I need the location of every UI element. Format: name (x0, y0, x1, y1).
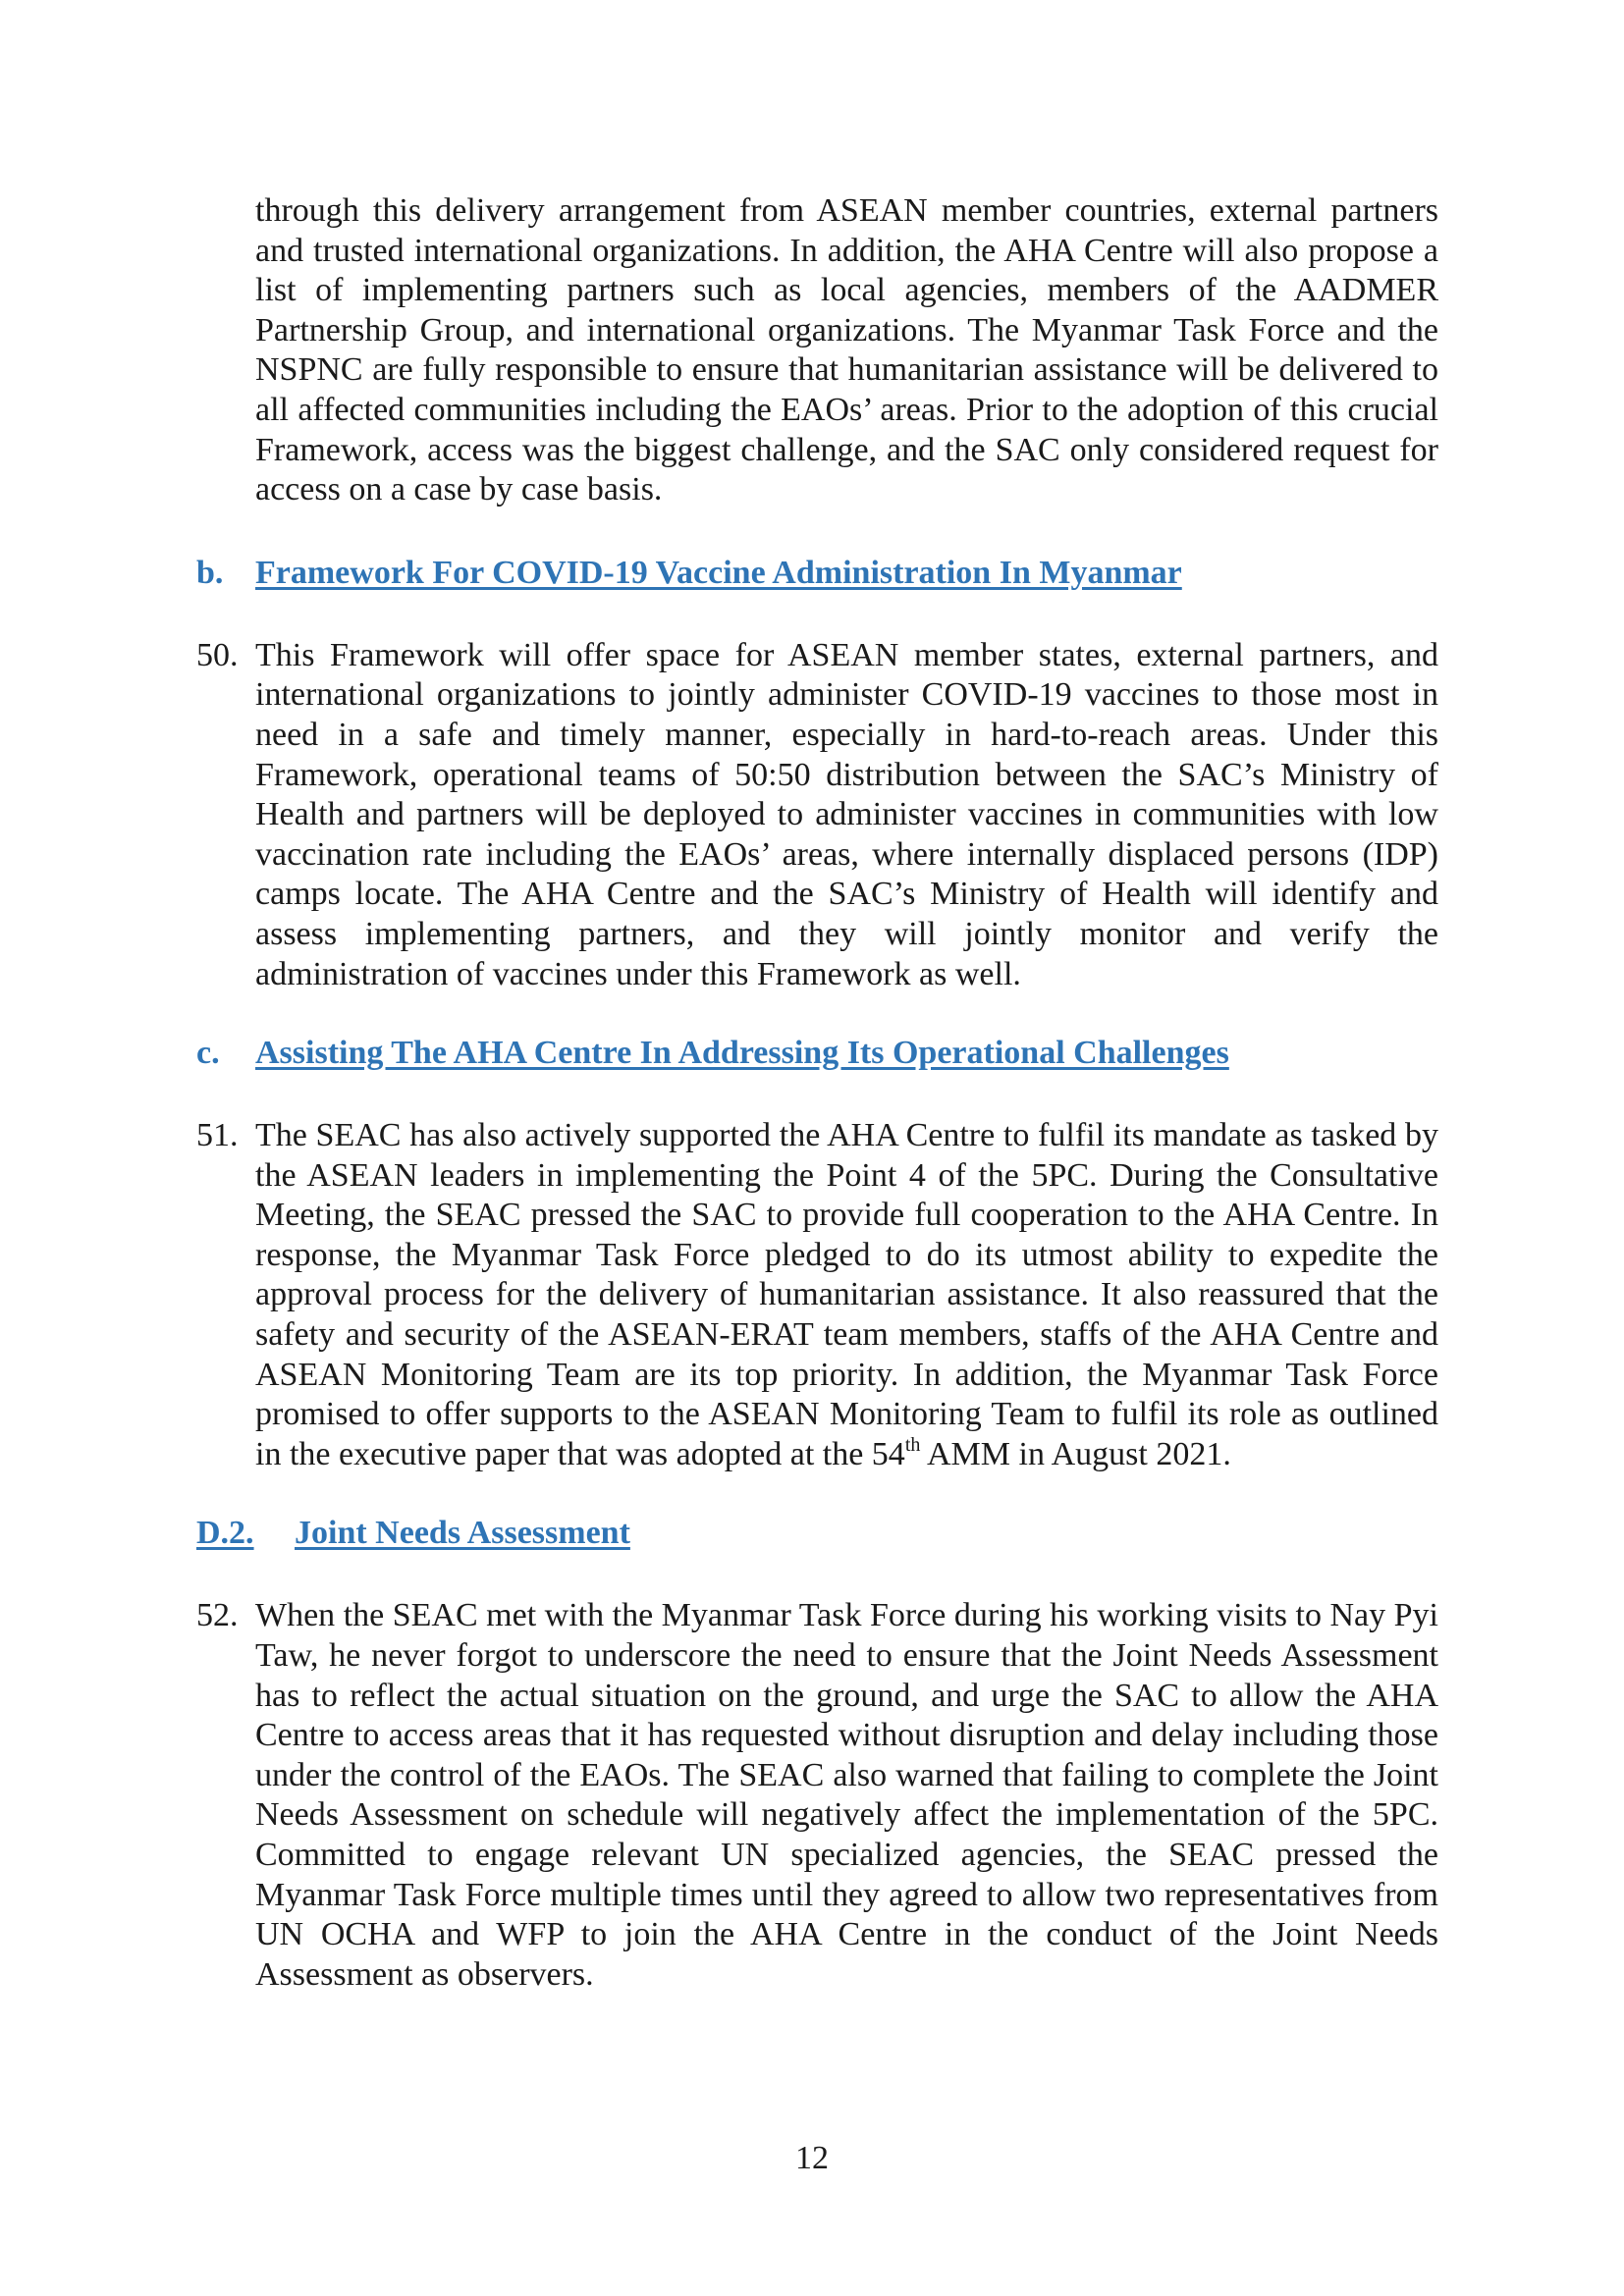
section-d2-heading (196, 1514, 1438, 1553)
section-c-title: Assisting The AHA Centre In Addressing Its Operational Challenges (255, 1035, 1229, 1072)
section-c-marker: c. (196, 1035, 220, 1072)
paragraph-52-number: 52. (196, 1597, 239, 1634)
paragraph-52 (196, 1596, 1438, 1995)
paragraph-51-tail: AMM in August 2021. (920, 1435, 1231, 1472)
continuation-paragraph: through this delivery arrangement from ASEAN member countries, external partners and trusted international organizations. In addition, the AHA Centre will also propose a list of implementing partners such as local agencies, members of the AADMER Partnership Group, and international organizations. The Myanmar Task Force and the NSPNC are fully responsible to ensure that humanitarian assistance will be delivered to all affected communities including the EAOs’ areas. Prior to the adoption of this crucial Framework, access was the biggest challenge, and the SAC only considered request for access on a case by case basis. (255, 192, 1438, 508)
section-c-heading (196, 1034, 1438, 1073)
paragraph-50-number: 50. (196, 636, 239, 673)
paragraph-51-body: The SEAC has also actively supported the AHA Centre to fulfil its mandate as tasked by the ASEAN leaders in implementing the Point 4 of the 5PC. During the Consultative Meeting, the SEAC pressed the SAC to provide full cooperation to the AHA Centre. In response, the Myanmar Task Force pledged to do its utmost ability to expedite the approval process for the delivery of humanitarian assistance. It also reassured that the safety and security of the ASEAN-ERAT team members, staffs of the AHA Centre and ASEAN Monitoring Team are its top priority. In addition, the Myanmar Task Force promised to offer supports to the ASEAN Monitoring Team to fulfil its role as outlined in the executive paper that was adopted at the 54 (255, 1117, 1438, 1472)
page-number: 12 (795, 2140, 829, 2176)
section-b-marker: b. (196, 554, 224, 591)
ordinal-suffix: th (904, 1433, 921, 1456)
document-body (196, 191, 1438, 2034)
paragraph-51-number: 51. (196, 1117, 239, 1154)
paragraph-50-text: This Framework will offer space for ASEAN member states, external partners, and international organizations to jointly administer COVID-19 vaccines to those most in need in a safe and timely manner, especially in hard-to-reach areas. Under this Framework, operational teams of 50:50 distribution between the SAC’s Ministry of Health and partners will be deployed to administer vaccines in communities with low vaccination rate including the EAOs’ areas, where internally displaced persons (IDP) camps locate. The AHA Centre and the SAC’s Ministry of Health will identify and assess implementing partners, and they will jointly monitor and verify the administration of vaccines under this Framework as well. (255, 636, 1438, 992)
paragraph-52-text: When the SEAC met with the Myanmar Task Force during his working visits to Nay Pyi Taw, he never forgot to underscore the need to ensure that the Joint Needs Assessment has to reflect the actual situation on the ground, and urge the SAC to allow the AHA Centre to access areas that it has requested without disruption and delay including those under the control of the EAOs. The SEAC also warned that failing to complete the Joint Needs Assessment on schedule will negatively affect the implementation of the 5PC. Committed to engage relevant UN specialized agencies, the SEAC pressed the Myanmar Task Force multiple times until they agreed to allow two representatives from UN OCHA and WFP to join the AHA Centre in the conduct of the Joint Needs Assessment as observers. (255, 1597, 1438, 1993)
section-d2-title: Joint Needs Assessment (295, 1515, 630, 1552)
section-b-heading (196, 554, 1438, 593)
paragraph-50 (196, 636, 1438, 994)
paragraph-51 (196, 1116, 1438, 1474)
section-d2-marker: D.2. (196, 1515, 254, 1552)
section-b-title: Framework For COVID-19 Vaccine Administration In Myanmar (255, 554, 1182, 591)
paragraph-51-text (255, 1116, 1438, 1474)
